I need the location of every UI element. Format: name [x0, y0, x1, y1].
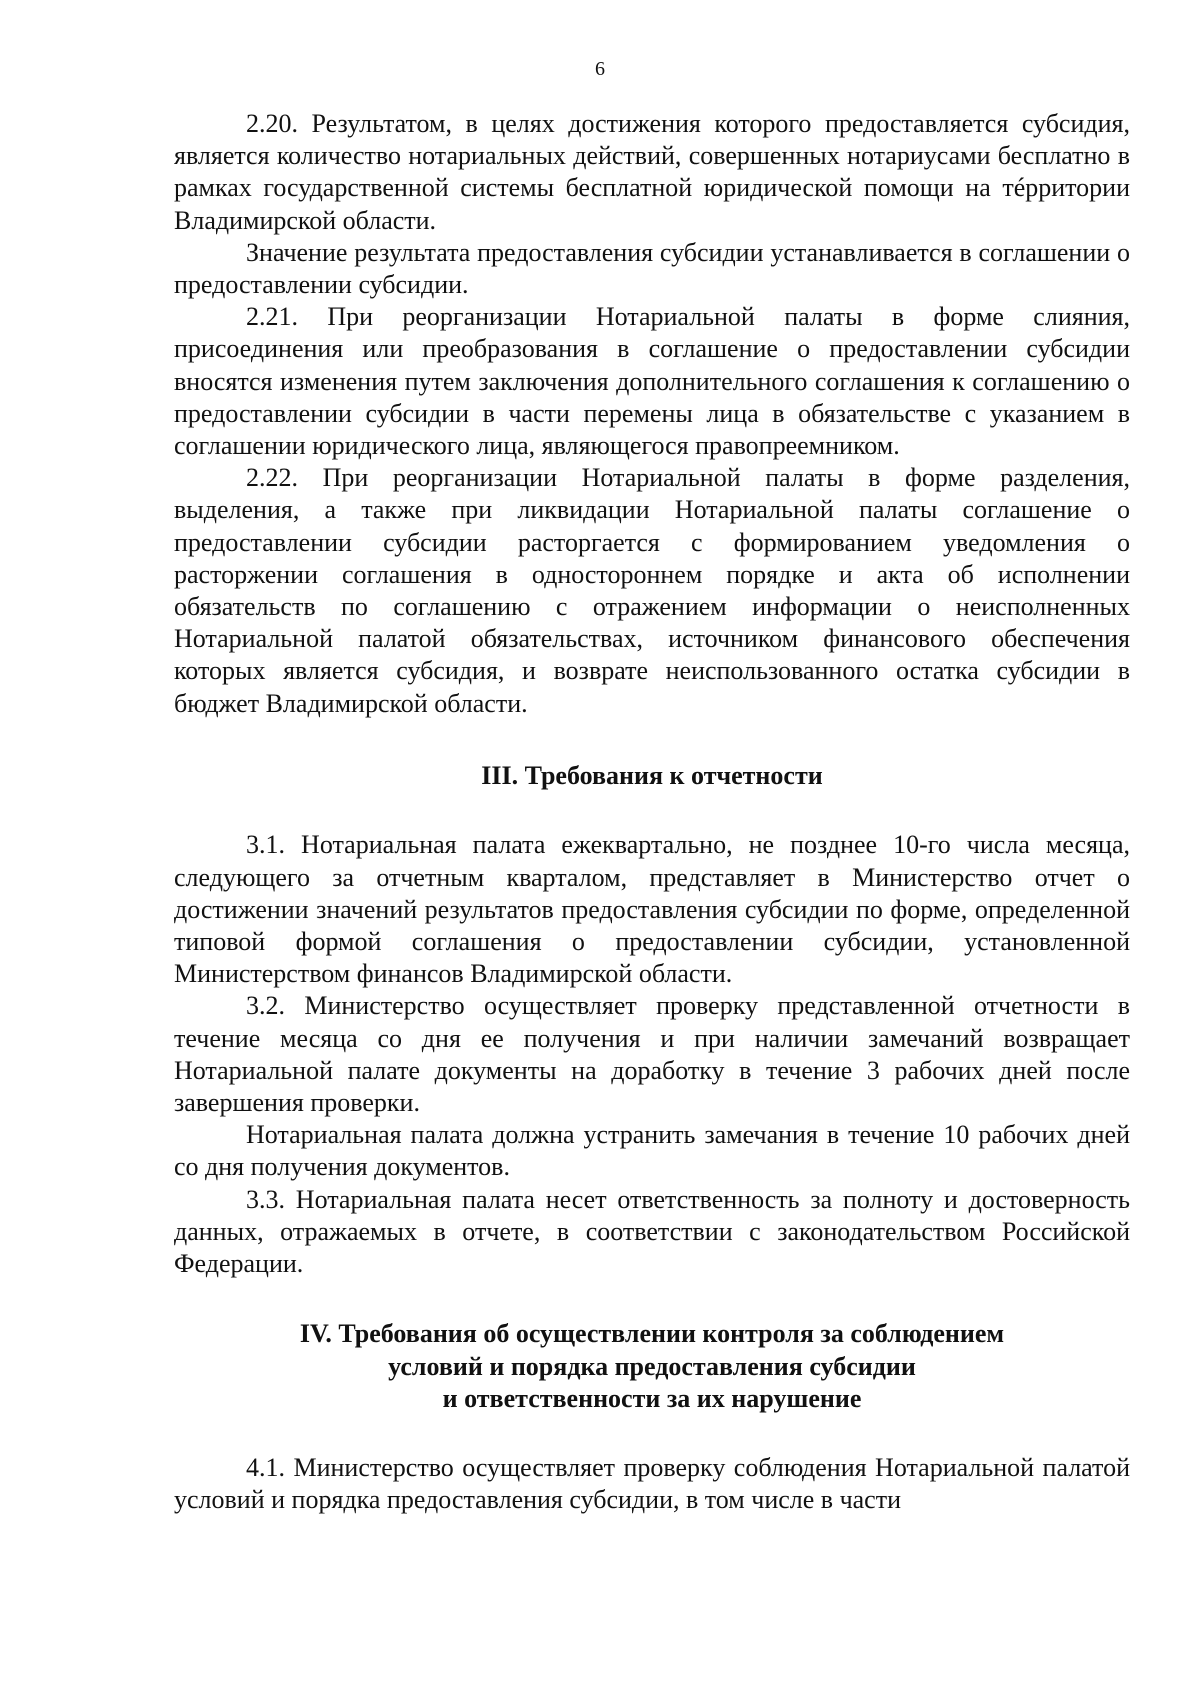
page-number: 6 [595, 58, 605, 80]
section-heading-iv [174, 1318, 1130, 1416]
section-heading-iii: III. Требования к отчетности [481, 760, 823, 790]
paragraph-3-1: 3.1. Нотариальная палата ежеквартально, не позднее 10-го числа месяца, следующего за отчетным кварталом, представляет в Министерство отчет о достижении значений результатов предоставления субсидии по форме, определенной типовой формой соглашения о предоставлении субсидии, установленной Министерством финансов Владимирской области. [174, 830, 1130, 989]
section-heading-iv-line: и ответственности за их нарушение [442, 1384, 862, 1414]
section-heading-iv-line: IV. Требования об осуществлении контроля за соблюдением [299, 1319, 1005, 1349]
document-body [174, 108, 1130, 1516]
paragraph-2-20-value: Значение результата предоставления субсидии устанавливается в соглашении о предоставлении субсидии. [174, 237, 1130, 300]
paragraph-4-1: 4.1. Министерство осуществляет проверку соблюдения Нотариальной палатой условий и порядка предоставления субсидии, в том числе в части [174, 1452, 1130, 1514]
paragraph-3-2-remarks: Нотариальная палата должна устранить замечания в течение 10 рабочих дней со дня получения документов. [174, 1120, 1130, 1182]
paragraph-2-20: 2.20. Результатом, в целях достижения которого предоставляется субсидия, является количество нотариальных действий, совершенных нотариусами бесплатно в рамках государственной системы бесплатной юридической помощи на тéрритории Владимирской области. [174, 109, 1130, 235]
paragraph-3-2: 3.2. Министерство осуществляет проверку представленной отчетности в течение месяца со дня ее получения и при наличии замечаний возвращает Нотариальной палате документы на доработку в течение 3 рабочих дней после завершения проверки. [174, 991, 1130, 1117]
section-heading-iv-line: условий и порядка предоставления субсидии [388, 1351, 916, 1381]
paragraph-2-21: 2.21. При реорганизации Нотариальной палаты в форме слияния, присоединения или преобразования в соглашение о предоставлении субсидии вносятся изменения путем заключения дополнительного соглашения к соглашению о предоставлении субсидии в части перемены лица в обязательстве с указанием в соглашении юридического лица, являющегося правопреемником. [174, 302, 1130, 461]
paragraph-3-3: 3.3. Нотариальная палата несет ответственность за полноту и достоверность данных, отражаемых в отчете, в соответствии с законодательством Российской Федерации. [174, 1184, 1130, 1278]
paragraph-2-22: 2.22. При реорганизации Нотариальной палаты в форме разделения, выделения, а также при ликвидации Нотариальной палаты соглашение о предоставлении субсидии расторгается с формированием уведомления о расторжении соглашения в одностороннем порядке и акта об исполнении обязательств по соглашению с отражением информации о неисполненных Нотариальной палатой обязательствах, источником финансового обеспечения которых является субсидия, и возврате неиспользованного остатка субсидии в бюджет Владимирской области. [174, 463, 1130, 718]
